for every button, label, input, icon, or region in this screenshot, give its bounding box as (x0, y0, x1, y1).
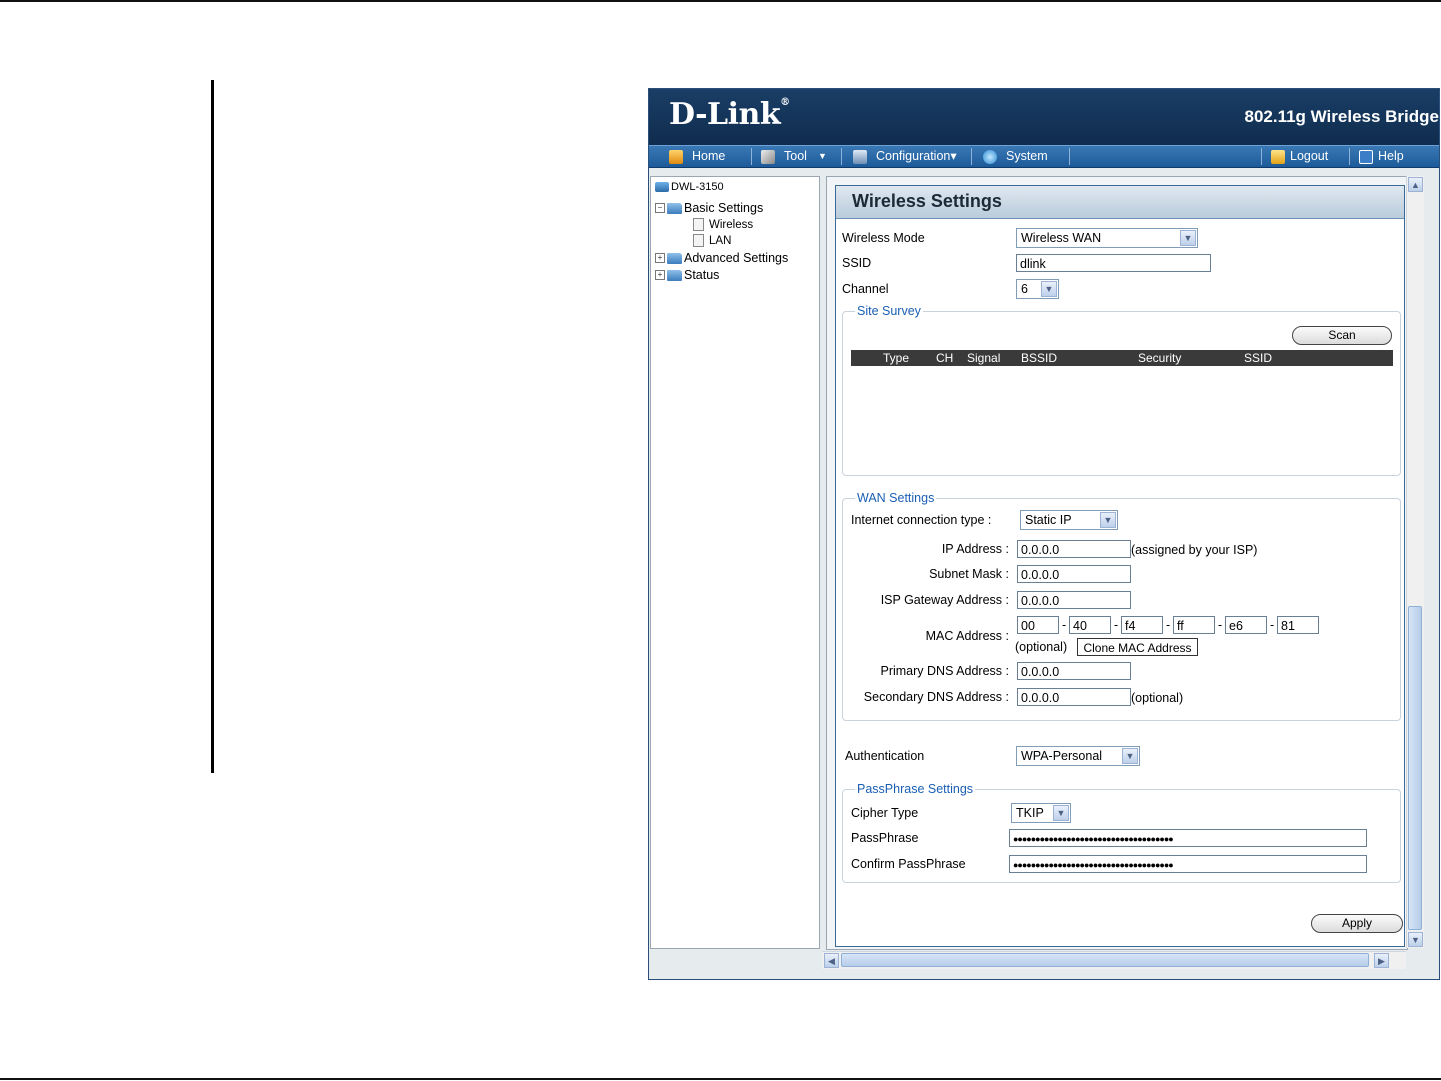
app-header (649, 89, 1440, 145)
mac-sep: - (1270, 618, 1275, 632)
scroll-down-icon[interactable]: ▼ (1408, 932, 1423, 947)
folder-icon (667, 253, 682, 264)
ssid-input[interactable]: dlink (1016, 254, 1211, 272)
browser-screenshot (648, 88, 1440, 980)
product-name: 802.11g Wireless Bridge (1244, 107, 1439, 126)
help-icon (1359, 150, 1373, 164)
conn-type-select[interactable]: Static IP ▼ (1020, 510, 1118, 530)
folder-open-icon (667, 203, 682, 214)
computer-icon (655, 182, 669, 192)
dns1-label: Primary DNS Address : (880, 664, 1009, 678)
nav-tree (650, 176, 820, 949)
mac-octet-4[interactable]: ff (1173, 616, 1215, 634)
scroll-thumb-horizontal[interactable] (841, 953, 1369, 967)
scroll-right-icon[interactable]: ▶ (1374, 953, 1389, 968)
wireless-mode-label: Wireless Mode (842, 231, 925, 245)
mac-sep: - (1114, 618, 1119, 632)
gateway-input[interactable]: 0.0.0.0 (1017, 591, 1131, 609)
menu-system[interactable]: System (983, 148, 1048, 165)
mac-label: MAC Address : (925, 629, 1009, 643)
col-ch: CH (936, 351, 954, 365)
wireless-mode-select[interactable]: Wireless WAN ▼ (1016, 228, 1198, 248)
system-icon (983, 150, 997, 164)
scroll-left-icon[interactable]: ◀ (824, 953, 839, 968)
tree-wireless[interactable]: Wireless (693, 218, 753, 231)
scan-button[interactable]: Scan (1292, 326, 1392, 345)
margin-bar (211, 80, 214, 773)
scroll-thumb-vertical[interactable] (1408, 606, 1422, 930)
page-top-rule (0, 0, 1441, 2)
site-survey-group (842, 304, 1401, 476)
dns1-input[interactable]: 0.0.0.0 (1017, 662, 1131, 680)
col-bssid: BSSID (1021, 351, 1058, 365)
dns2-input[interactable]: 0.0.0.0 (1017, 688, 1131, 706)
mask-input[interactable]: 0.0.0.0 (1017, 565, 1131, 583)
col-type: Type (883, 351, 910, 365)
page-title: Wireless Settings (852, 191, 1002, 211)
passphrase-group (842, 782, 1401, 883)
auth-label: Authentication (845, 749, 925, 763)
gateway-label: ISP Gateway Address : (880, 593, 1009, 607)
passphrase-label: PassPhrase (851, 831, 919, 845)
page-icon (693, 234, 704, 247)
menu-configuration[interactable]: Configuration▾ (853, 148, 957, 165)
menu-home[interactable]: Home (669, 148, 725, 165)
mac-optional-note: (optional) (1015, 640, 1068, 654)
folder-icon (667, 270, 682, 281)
mac-octet-2[interactable]: 40 (1069, 616, 1111, 634)
channel-label: Channel (842, 282, 889, 296)
apply-button[interactable]: Apply (1311, 914, 1403, 933)
tool-icon (761, 150, 775, 164)
chevron-down-icon: ▼ (1053, 805, 1069, 821)
save-config-icon (853, 150, 867, 164)
col-signal: Signal (967, 351, 1001, 365)
tree-status[interactable]: + Status (655, 268, 719, 282)
scroll-up-icon[interactable]: ▲ (1408, 177, 1423, 192)
page-icon (693, 218, 704, 231)
mac-octet-5[interactable]: e6 (1225, 616, 1267, 634)
tree-advanced-settings[interactable]: + Advanced Settings (655, 251, 788, 265)
collapse-icon[interactable]: − (655, 203, 665, 213)
site-survey-legend: Site Survey (857, 304, 921, 318)
chevron-down-icon: ▼ (817, 151, 827, 161)
mac-sep: - (1218, 618, 1223, 632)
ip-input[interactable]: 0.0.0.0 (1017, 540, 1131, 558)
wan-settings-group (842, 491, 1401, 721)
chevron-down-icon: ▼ (1100, 512, 1116, 528)
chevron-down-icon: ▼ (1041, 281, 1057, 297)
confirm-passphrase-label: Confirm PassPhrase (851, 857, 966, 871)
tree-device[interactable]: DWL-3150 (655, 181, 724, 193)
auth-select[interactable]: WPA-Personal ▼ (1016, 746, 1140, 766)
col-security: Security (1138, 351, 1182, 365)
passphrase-input[interactable]: ●●●●●●●●●●●●●●●●●●●●●●●●●●●●●●●●●●●● (1009, 829, 1367, 847)
passphrase-legend: PassPhrase Settings (857, 782, 974, 796)
menu-logout[interactable]: Logout (1271, 148, 1328, 165)
chevron-down-icon: ▼ (1180, 230, 1196, 246)
horizontal-scrollbar[interactable] (822, 951, 1406, 969)
col-ssid: SSID (1244, 351, 1273, 365)
page-bottom-rule (0, 1078, 1441, 1080)
logout-icon (1271, 150, 1285, 164)
dlink-logo: D-Link® (669, 97, 790, 132)
survey-table-header (851, 350, 1393, 366)
ssid-label: SSID (842, 256, 872, 270)
expand-icon[interactable]: + (655, 253, 665, 263)
home-icon (669, 150, 683, 164)
channel-select[interactable]: 6 ▼ (1016, 279, 1059, 299)
mac-sep: - (1166, 618, 1171, 632)
confirm-passphrase-input[interactable]: ●●●●●●●●●●●●●●●●●●●●●●●●●●●●●●●●●●●● (1009, 855, 1367, 873)
mask-label: Subnet Mask : (929, 567, 1009, 581)
chevron-down-icon: ▼ (1122, 748, 1138, 764)
vertical-scrollbar[interactable] (1406, 176, 1424, 948)
content-area (826, 176, 1408, 950)
wan-settings-legend: WAN Settings (857, 491, 935, 505)
settings-panel (835, 185, 1405, 947)
expand-icon[interactable]: + (655, 270, 665, 280)
dns2-optional-note: (optional) (1131, 691, 1184, 705)
mac-sep: - (1062, 618, 1067, 632)
mac-octet-6[interactable]: 81 (1277, 616, 1319, 634)
cipher-select[interactable]: TKIP ▼ (1011, 803, 1071, 823)
ip-note: (assigned by your ISP) (1131, 543, 1258, 557)
mac-octet-3[interactable]: f4 (1121, 616, 1163, 634)
panel-titlebar (836, 186, 1404, 219)
ip-label: IP Address : (941, 542, 1009, 556)
tree-basic-settings[interactable]: − Basic Settings (655, 201, 763, 215)
menu-tool[interactable]: Tool ▼ (761, 148, 827, 165)
dns2-label: Secondary DNS Address : (863, 690, 1009, 704)
conn-type-label: Internet connection type : (851, 513, 992, 527)
mac-octet-1[interactable]: 00 (1017, 616, 1059, 634)
menu-help[interactable]: Help (1359, 148, 1404, 165)
cipher-label: Cipher Type (851, 806, 919, 820)
tree-lan[interactable]: LAN (693, 234, 731, 247)
clone-mac-button[interactable]: Clone MAC Address (1077, 638, 1198, 656)
menu-bar (649, 145, 1440, 168)
